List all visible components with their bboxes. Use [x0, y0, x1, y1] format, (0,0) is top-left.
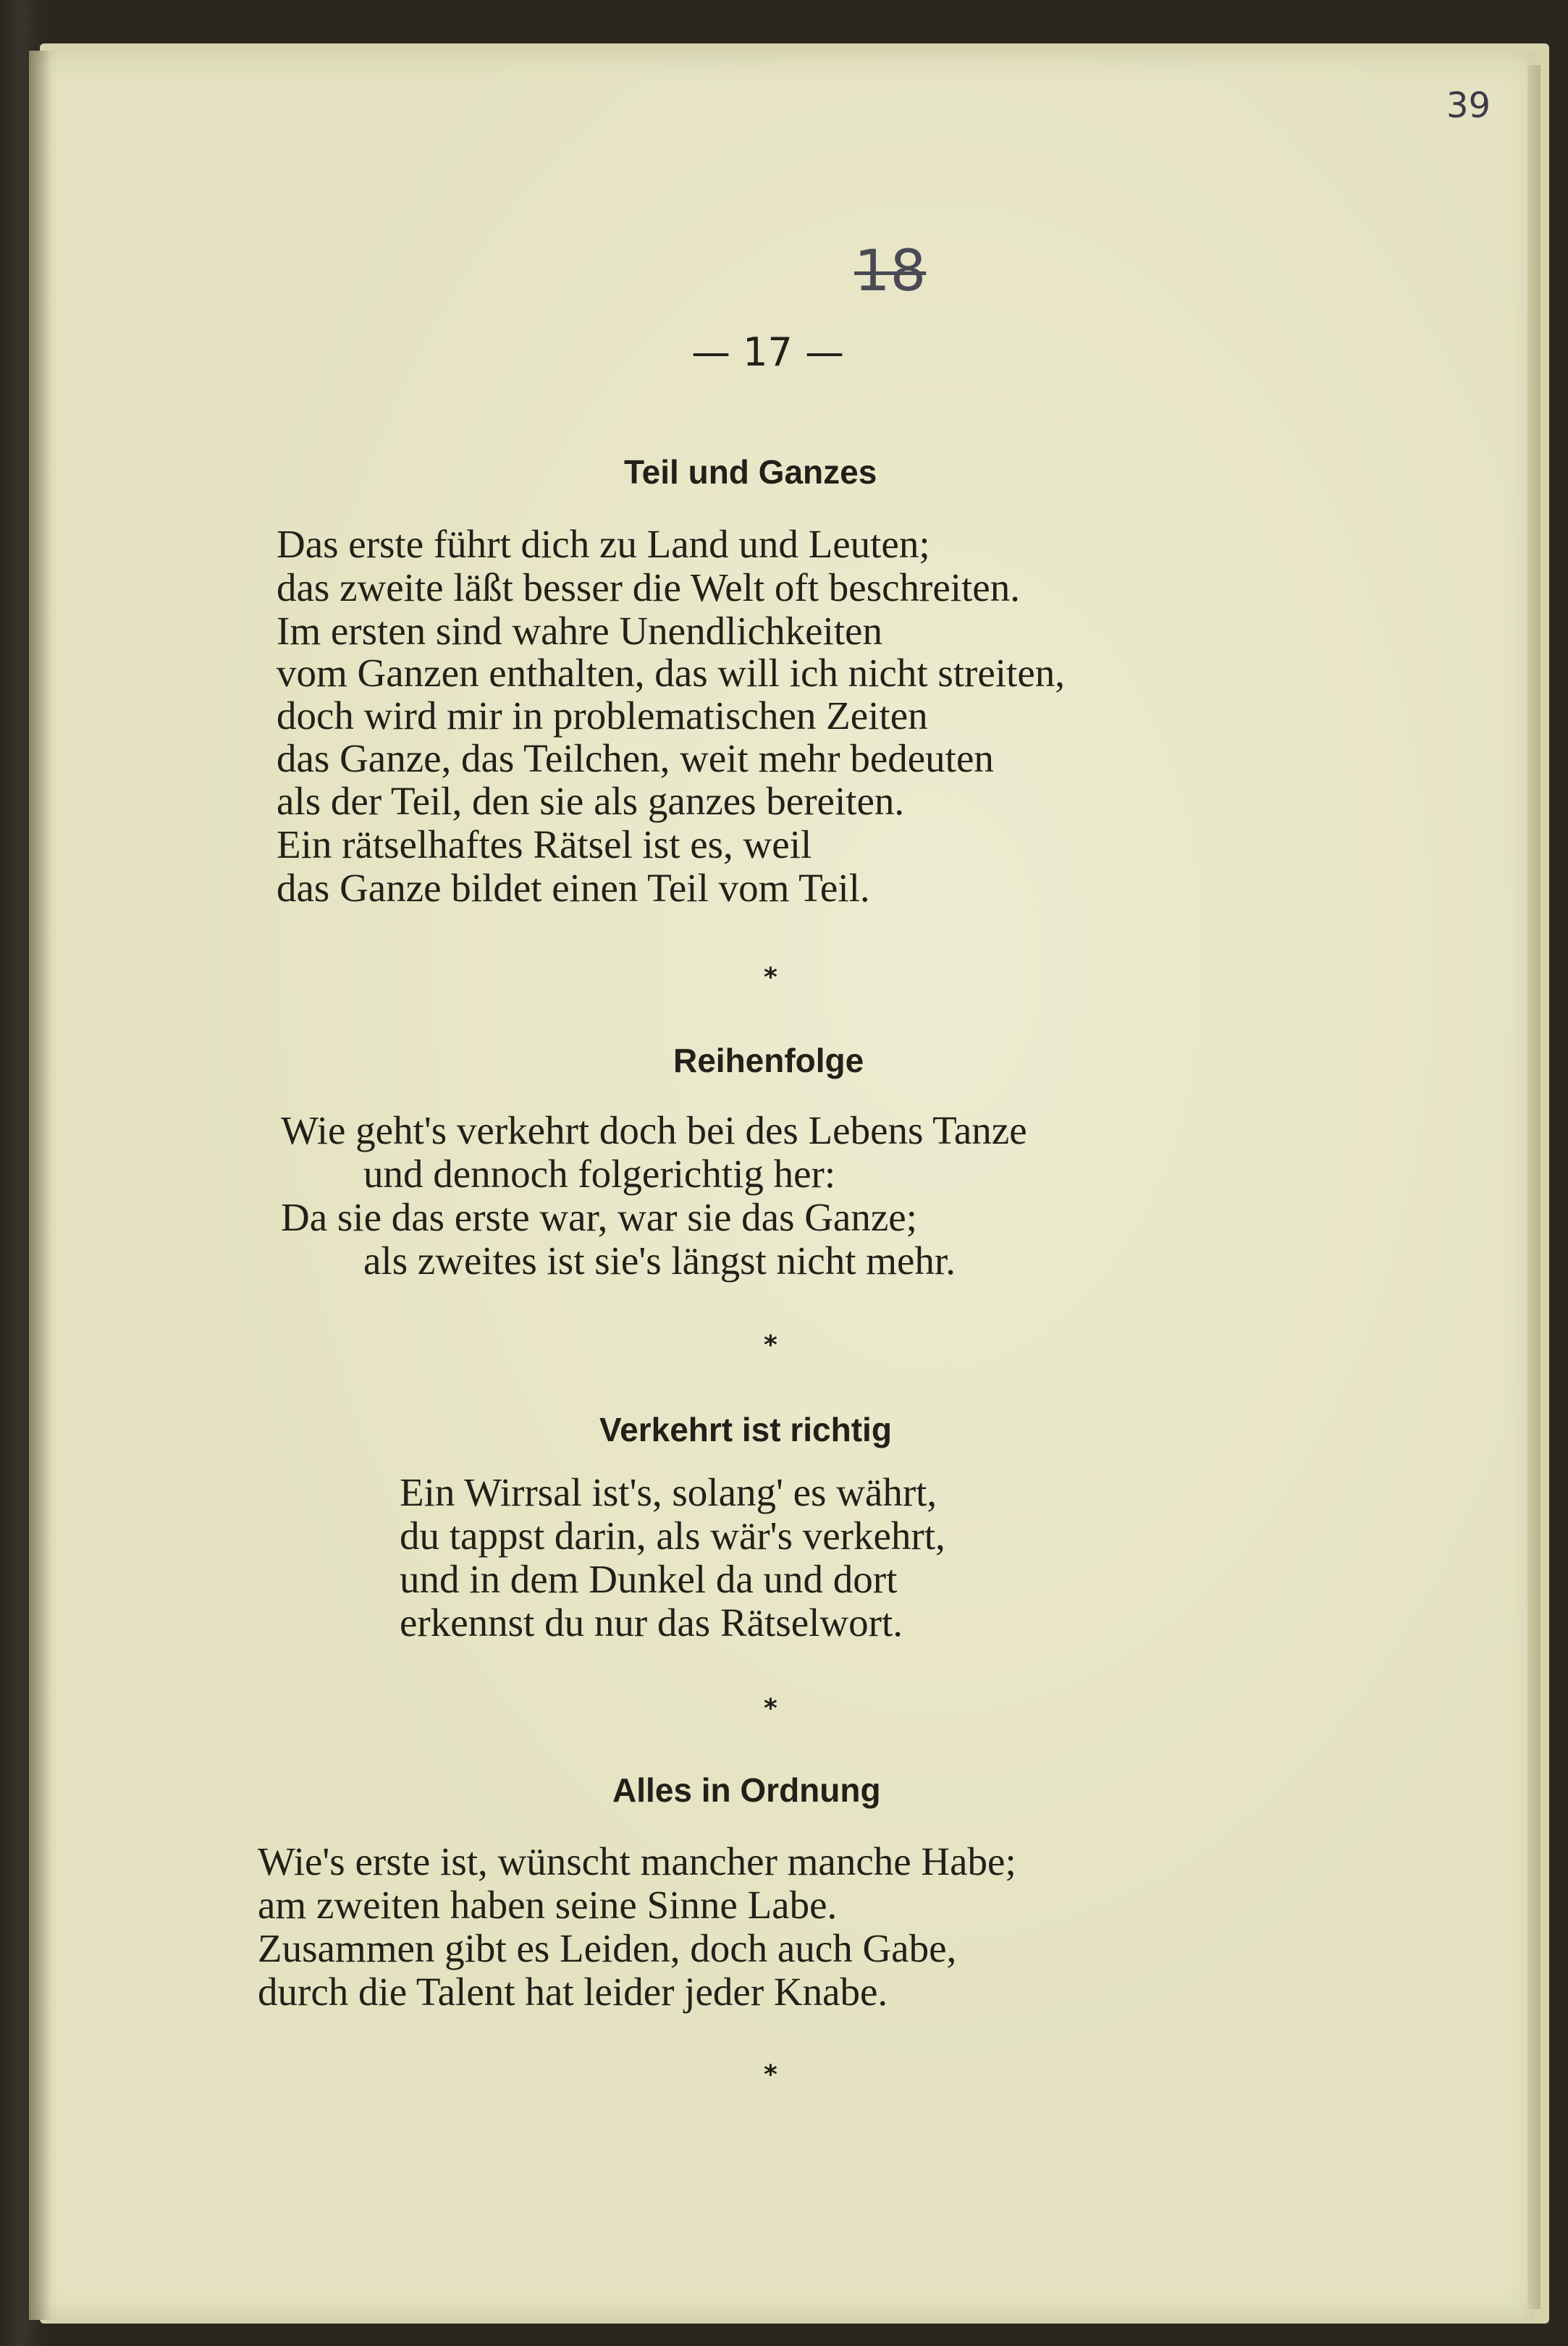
poem-title: Alles in Ordnung	[612, 1771, 881, 1809]
printed-page-number: — 17 —	[691, 329, 845, 375]
separator-star: *	[764, 1330, 777, 1360]
poem-line: Wie's erste ist, wünscht mancher manche Habe;	[258, 1839, 1016, 1883]
folio-number: 39	[1446, 85, 1491, 126]
poem-line: als zweites ist sie's längst nicht mehr.	[363, 1239, 956, 1283]
poem-line: Ein Wirrsal ist's, solang' es währt,	[400, 1470, 937, 1514]
poem-line: vom Ganzen enthalten, das will ich nicht streiten,	[277, 651, 1065, 695]
poem-title: Teil und Ganzes	[624, 453, 877, 491]
separator-star: *	[764, 963, 777, 992]
separator-star: *	[764, 1694, 777, 1723]
page-edge	[1527, 65, 1540, 2309]
handwritten-page-number: 18	[854, 239, 927, 304]
poem-line: Wie geht's verkehrt doch bei des Lebens Tanze	[281, 1108, 1027, 1152]
spine-shadow	[29, 51, 51, 2320]
poem-line: das zweite läßt besser die Welt oft beschreiten.	[277, 565, 1020, 609]
poem-line: Da sie das erste war, war sie das Ganze;	[281, 1195, 917, 1239]
poem-line: Im ersten sind wahre Unendlichkeiten	[277, 609, 882, 653]
separator-star: *	[764, 2060, 777, 2090]
poem-line: das Ganze bildet einen Teil vom Teil.	[277, 866, 870, 910]
poem-line: Ein rätselhaftes Rätsel ist es, weil	[277, 822, 812, 866]
poem-line: als der Teil, den sie als ganzes bereiten.	[277, 779, 905, 823]
poem-title: Verkehrt ist richtig	[599, 1411, 892, 1448]
poem-line: Zusammen gibt es Leiden, doch auch Gabe,	[258, 1926, 957, 1970]
poem-line: erkennst du nur das Rätselwort.	[400, 1600, 903, 1645]
poem-line: und dennoch folgerichtig her:	[363, 1152, 836, 1196]
poem-line: durch die Talent hat leider jeder Knabe.	[258, 1970, 888, 2014]
poem-title: Reihenfolge	[673, 1042, 864, 1079]
poem-line: doch wird mir in problematischen Zeiten	[277, 693, 928, 738]
poem-line: und in dem Dunkel da und dort	[400, 1557, 898, 1601]
poem-line: du tappst darin, als wär's verkehrt,	[400, 1514, 945, 1558]
poem-line: am zweiten haben seine Sinne Labe.	[258, 1883, 838, 1927]
poem-line: Das erste führt dich zu Land und Leuten;	[277, 522, 930, 566]
poem-line: das Ganze, das Teilchen, weit mehr bedeuten	[277, 736, 994, 780]
